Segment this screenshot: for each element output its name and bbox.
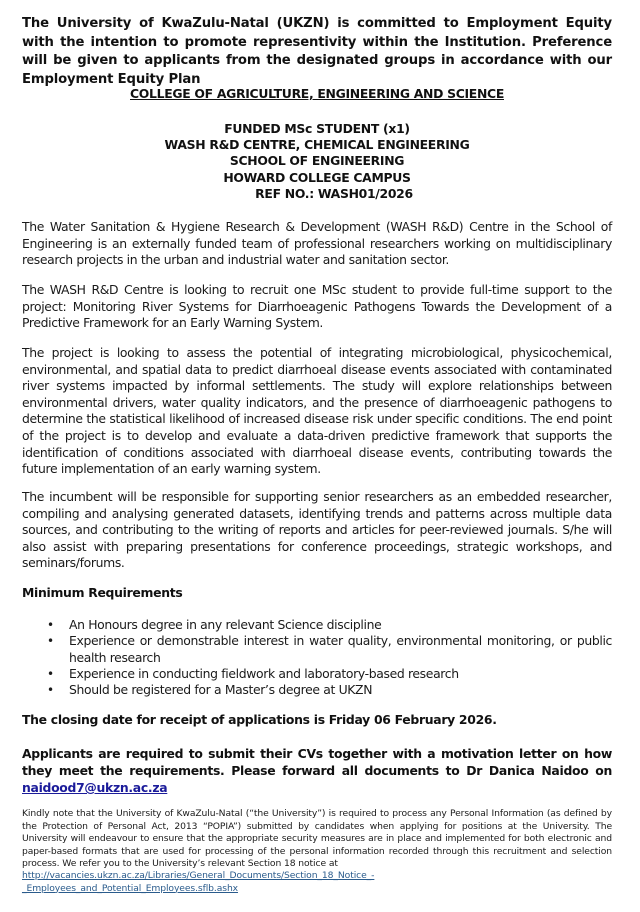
- paragraph-project-description: The project is looking to assess the potential of integrating microbiological, physicochemical, environmental, and spatial data to predict diarrhoeal disease events associated with contaminated river systems impacted by informal settlements. The study will explore relationships between environmental drivers, water quality indicators, and the presence of diarrhoeagenic pathogens to determine the statistical likelihood of increased disease risk under specific conditions. The end point of the project is to develop and evaluate a data-driven predictive framework that supports the identification of conditions associated with diarrhoeal disease events, contributing towards the future implementation of an early warning system.: [22, 345, 612, 477]
- application-text: Applicants are required to submit their CVs together with a motivation letter on how they meet the requirements. Please forward all documents to Dr Danica Naidoo on: [22, 746, 612, 778]
- college-heading: COLLEGE OF AGRICULTURE, ENGINEERING AND SCIENCE: [130, 86, 504, 101]
- requirement-item: [22, 682, 612, 698]
- paragraph-responsibilities: The incumbent will be responsible for supporting senior researchers as an embedded researcher, compiling and analysing generated datasets, identifying trends and patterns across multiple data sources, and contributing to the writing of reports and articles for peer-reviewed journals. S/he will also assist with preparing presentations for conference proceedings, strategic workshops, and seminars/forums.: [22, 489, 612, 571]
- requirements-list: [22, 617, 612, 698]
- position-school: SCHOOL OF ENGINEERING: [229, 153, 405, 169]
- popia-notice: Kindly note that the University of KwaZulu-Natal (“the University”) is required to process any Personal Information (as defined by the Protection of Personal Act, 2013 “POPIA”) submitted by candidates when applying for positions at the University. The University will endeavour to ensure that the appropriate security measures are in place and implemented for both electronic and paper-based formats that are used for processing of the personal information recorded through this recruitment and selection process. We refer you to the University’s relevant Section 18 notice at: [22, 808, 612, 869]
- requirement-text: Experience in conducting fieldwork and laboratory-based research: [69, 665, 459, 681]
- position-title-block: [22, 121, 612, 202]
- bullet-icon: •: [47, 634, 54, 649]
- employment-equity-statement: The University of KwaZulu-Natal (UKZN) is committed to Employment Equity with the intention to promote representivity within the Institution. Preference will be given to applicants from the designated groups in accordance with our Employment Equity Plan: [22, 16, 612, 87]
- paragraph-recruitment: The WASH R&D Centre is looking to recruit one MSc student to provide full-time support to the project: Monitoring River Systems for Diarrhoeagenic Pathogens Towards the Development of a Predictive Framework for an Early Warning System.: [22, 282, 612, 331]
- bullet-icon: •: [47, 683, 54, 698]
- requirement-item: [22, 617, 612, 633]
- requirement-text: Should be registered for a Master’s degree at UKZN: [69, 682, 373, 698]
- position-campus: HOWARD COLLEGE CAMPUS: [223, 169, 411, 185]
- requirement-text: Experience or demonstrable interest in water quality, environmental monitoring, or public health research: [69, 633, 612, 665]
- section-18-notice-link[interactable]: http://vacancies.ukzn.ac.za/Libraries/General_Documents/Section_18_Notice_-: [22, 870, 375, 881]
- requirement-text: An Honours degree in any relevant Science discipline: [69, 617, 382, 632]
- bullet-icon: •: [47, 618, 54, 632]
- contact-email-link[interactable]: naidood7@ukzn.ac.za: [22, 780, 168, 795]
- section-18-notice-link-continued[interactable]: _Employees_and_Potential_Employees.sflb.ashx: [22, 882, 239, 894]
- requirement-item: [22, 633, 612, 666]
- position-centre: WASH R&D CENTRE, CHEMICAL ENGINEERING: [164, 137, 470, 153]
- bullet-icon: •: [47, 666, 54, 681]
- popia-notice-link-block: [22, 870, 612, 895]
- position-title: FUNDED MSc STUDENT (x1): [224, 121, 410, 136]
- requirement-item: [22, 666, 612, 682]
- paragraph-centre-description: The Water Sanitation & Hygiene Research & Development (WASH R&D) Centre in the School of Engineering is an externally funded team of professional researchers working on multidisciplinary research projects in the urban and industrial water and sanitation sector.: [22, 219, 612, 268]
- minimum-requirements-heading: Minimum Requirements: [22, 585, 183, 600]
- application-instructions: [22, 745, 612, 796]
- position-reference-number: REF NO.: WASH01/2026: [255, 185, 413, 201]
- closing-date: The closing date for receipt of applications is Friday 06 February 2026.: [22, 712, 497, 727]
